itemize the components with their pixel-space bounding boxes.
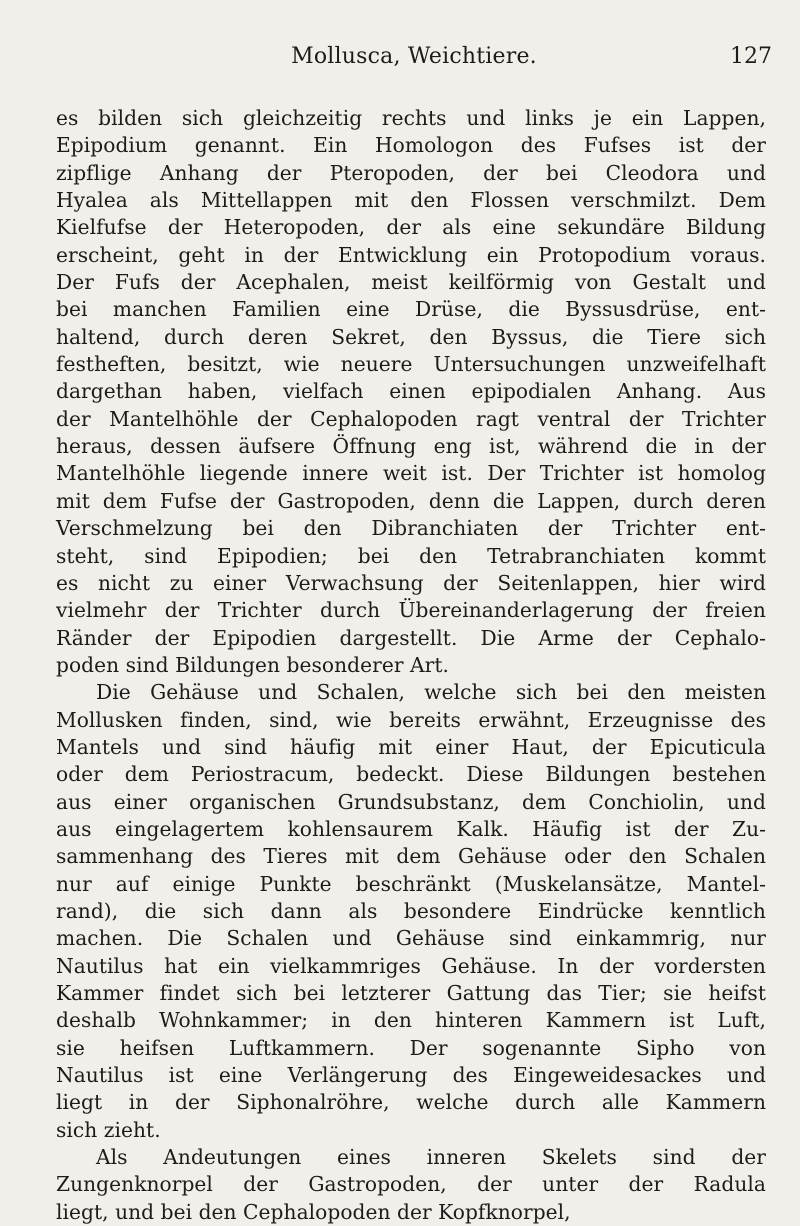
text-line: Hyalea als Mittellappen mit den Flossen verschmilzt. Dem bbox=[56, 188, 766, 213]
text-line: Epipodium genannt. Ein Homologon des Fufses ist der bbox=[56, 133, 766, 158]
text-line: bei manchen Familien eine Drüse, die Byssusdrüse, ent- bbox=[56, 297, 766, 322]
text-line: zipflige Anhang der Pteropoden, der bei Cleodora und bbox=[56, 160, 766, 185]
text-line: aus einer organischen Grundsubstanz, dem Conchiolin, und bbox=[56, 789, 766, 814]
text-line: Kielfufse der Heteropoden, der als eine sekundäre Bildung bbox=[56, 215, 766, 240]
text-line: Mantels und sind häufig mit einer Haut, der Epicuticula bbox=[56, 734, 766, 759]
text-line: sammenhang des Tieres mit dem Gehäuse oder den Schalen bbox=[56, 844, 766, 869]
text-line: festheften, besitzt, wie neuere Untersuchungen unzweifelhaft bbox=[56, 352, 766, 377]
text-line: der Mantelhöhle der Cephalopoden ragt ventral der Trichter bbox=[56, 406, 766, 431]
text-line: Der Fufs der Acephalen, meist keilförmig von Gestalt und bbox=[56, 270, 766, 295]
text-line: Mantelhöhle liegende innere weit ist. Der Trichter ist homolog bbox=[56, 461, 766, 486]
paragraph-foot-anatomy bbox=[56, 105, 766, 679]
text-line: Ränder der Epipodien dargestellt. Die Arme der Cephalo- bbox=[56, 625, 766, 650]
text-line: sie heifsen Luftkammern. Der sogenannte Sipho von bbox=[56, 1035, 766, 1060]
text-line: erscheint, geht in der Entwicklung ein Protopodium voraus. bbox=[56, 242, 766, 267]
text-line: steht, sind Epipodien; bei den Tetrabranchiaten kommt bbox=[56, 543, 766, 568]
text-line: liegt in der Siphonalröhre, welche durch alle Kammern bbox=[56, 1090, 766, 1115]
text-line: aus eingelagertem kohlensaurem Kalk. Häufig ist der Zu- bbox=[56, 816, 766, 841]
text-line: vielmehr der Trichter durch Übereinanderlagerung der freien bbox=[56, 598, 766, 623]
text-line: poden sind Bildungen besonderer Art. bbox=[56, 652, 449, 677]
text-line: nur auf einige Punkte beschränkt (Muskelansätze, Mantel- bbox=[56, 871, 766, 896]
page-header bbox=[64, 44, 772, 80]
text-line: Als Andeutungen eines inneren Skelets sind der bbox=[96, 1145, 766, 1170]
text-line: Kammer findet sich bei letzterer Gattung das Tier; sie heifst bbox=[56, 981, 766, 1005]
paragraph-shells bbox=[56, 679, 766, 1144]
text-line: liegt, und bei den Cephalopoden der Kopfknorpel, bbox=[56, 1199, 571, 1224]
text-line: Mollusken finden, sind, wie bereits erwähnt, Erzeugnisse des bbox=[56, 707, 766, 732]
text-line: Nautilus hat ein vielkammriges Gehäuse. In der vordersten bbox=[56, 953, 766, 978]
text-line: machen. Die Schalen und Gehäuse sind einkammrig, nur bbox=[56, 926, 766, 951]
text-line: deshalb Wohnkammer; in den hinteren Kammern ist Luft, bbox=[56, 1008, 766, 1033]
text-line: mit dem Fufse der Gastropoden, denn die Lappen, durch deren bbox=[56, 488, 766, 513]
paragraph-skeleton bbox=[56, 1144, 766, 1226]
text-line: oder dem Periostracum, bedeckt. Diese Bildungen bestehen bbox=[56, 762, 766, 787]
text-line: sich zieht. bbox=[56, 1117, 161, 1142]
text-line: es nicht zu einer Verwachsung der Seitenlappen, hier wird bbox=[56, 570, 766, 595]
page-number: 127 bbox=[730, 44, 772, 69]
text-line: dargethan haben, vielfach einen epipodialen Anhang. Aus bbox=[56, 379, 766, 404]
body-text bbox=[56, 105, 766, 1226]
running-title: Mollusca, Weichtiere. bbox=[291, 44, 537, 69]
text-line: Verschmelzung bei den Dibranchiaten der Trichter ent- bbox=[56, 516, 766, 541]
text-line: rand), die sich dann als besondere Eindrücke kenntlich bbox=[56, 898, 766, 923]
text-line: Die Gehäuse und Schalen, welche sich bei den meisten bbox=[96, 680, 766, 705]
text-line: Nautilus ist eine Verlängerung des Eingeweidesackes und bbox=[56, 1063, 766, 1088]
text-line: Zungenknorpel der Gastropoden, der unter der Radula bbox=[56, 1172, 766, 1197]
text-line: es bilden sich gleichzeitig rechts und links je ein Lappen, bbox=[56, 106, 766, 130]
text-line: haltend, durch deren Sekret, den Byssus, die Tiere sich bbox=[56, 324, 766, 349]
text-line: heraus, dessen äufsere Öffnung eng ist, während die in der bbox=[56, 434, 766, 459]
